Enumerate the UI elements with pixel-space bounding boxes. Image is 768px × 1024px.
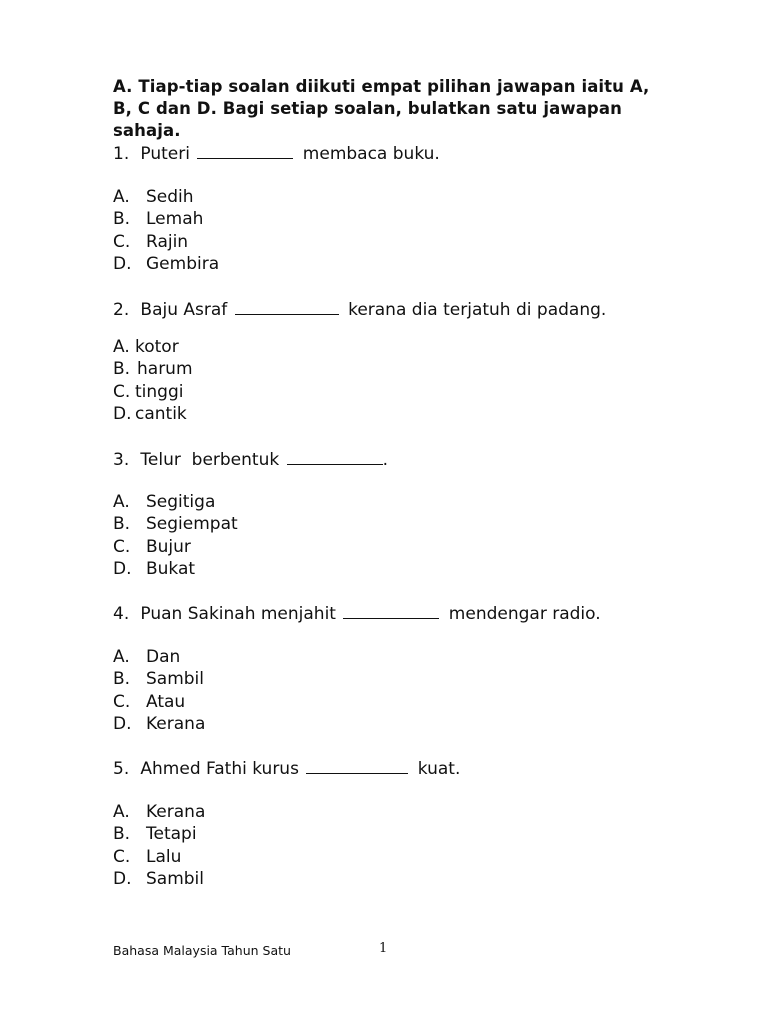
answer-blank [287,448,383,465]
option-text: kotor [135,337,179,357]
question-text-before: Puteri [140,144,190,164]
option-d [113,558,238,580]
option-text: tinggi [135,381,184,402]
option-letter: C. [113,381,131,402]
option-letter: B. [113,359,131,380]
option-letter: C. [113,231,131,252]
option-text: Sambil [146,669,205,690]
question-text-before: Telur berbentuk [140,450,280,470]
options-list-1 [113,186,219,275]
question-text-after: . [382,450,389,470]
option-letter: B. [113,514,131,535]
option-b [113,823,205,845]
question-text-after: kerana dia terjatuh di padang. [348,300,607,320]
option-d [113,868,205,890]
question-text-after: mendengar radio. [448,604,601,624]
option-c [113,381,193,403]
option-b [113,513,238,535]
option-a [113,186,219,208]
option-a [113,336,193,358]
option-b [113,668,205,690]
instruction-text: A. Tiap-tiap soalan diikuti empat pilihan jawapan iaitu A, B, C dan D. Bagi setiap soalan, bulatkan satu jawapan sahaja. [113,77,650,140]
option-letter: C. [113,536,131,557]
question-number: 1. [113,144,130,164]
option-letter: A. [113,647,130,667]
option-d [113,403,193,425]
answer-blank [235,298,339,315]
option-text: Atau [146,691,186,712]
option-b [113,208,219,230]
option-text: harum [137,359,193,380]
option-c [113,231,219,253]
option-a [113,646,205,668]
option-text: Dan [146,647,181,667]
option-b [113,358,193,380]
option-letter: A. [113,492,130,512]
option-letter: B. [113,669,131,690]
answer-blank [306,757,408,774]
option-text: Rajin [146,231,189,252]
question-2 [113,298,606,321]
question-text-before: Ahmed Fathi kurus [140,759,299,779]
option-a [113,801,205,823]
option-text: Segitiga [146,492,216,512]
answer-blank [197,142,293,159]
options-list-3 [113,491,238,580]
option-letter: B. [113,824,131,845]
options-list-5 [113,801,205,890]
option-text: Bujur [146,536,191,557]
option-letter: D. [113,403,132,424]
option-text: Tetapi [146,824,197,845]
option-text: Kerana [146,713,206,734]
question-4 [113,602,601,625]
option-text: Sambil [146,868,205,889]
option-text: Sedih [146,187,194,207]
question-number: 2. [113,300,130,320]
option-letter: D. [113,253,132,274]
option-c [113,846,205,868]
option-letter: D. [113,558,132,579]
option-text: Segiempat [146,514,238,535]
option-d [113,253,219,275]
options-list-4 [113,646,205,735]
question-text-after: membaca buku. [302,144,440,164]
question-5 [113,757,460,780]
answer-blank [343,602,439,619]
question-number: 3. [113,450,130,470]
question-1 [113,142,440,165]
page-number: 1 [379,941,388,956]
option-letter: A. [113,337,130,357]
option-text: Lemah [146,209,204,230]
option-d [113,713,205,735]
option-text: Lalu [146,846,182,867]
option-c [113,691,205,713]
option-letter: A. [113,187,130,207]
option-text: Kerana [146,802,206,822]
question-3 [113,448,388,471]
option-letter: D. [113,713,132,734]
options-list-2 [113,336,193,425]
question-text-before: Puan Sakinah menjahit [140,604,336,624]
option-text: Gembira [146,253,220,274]
question-number: 4. [113,604,130,624]
question-text-before: Baju Asraf [140,300,228,320]
question-number: 5. [113,759,130,779]
footer-subject-text: Bahasa Malaysia Tahun Satu [113,943,291,958]
option-c [113,536,238,558]
option-text: Bukat [146,558,196,579]
option-a [113,491,238,513]
option-letter: A. [113,802,130,822]
option-letter: D. [113,868,132,889]
option-text: cantik [135,403,187,424]
option-letter: C. [113,846,131,867]
option-letter: C. [113,691,131,712]
question-text-after: kuat. [417,759,461,779]
option-letter: B. [113,209,131,230]
